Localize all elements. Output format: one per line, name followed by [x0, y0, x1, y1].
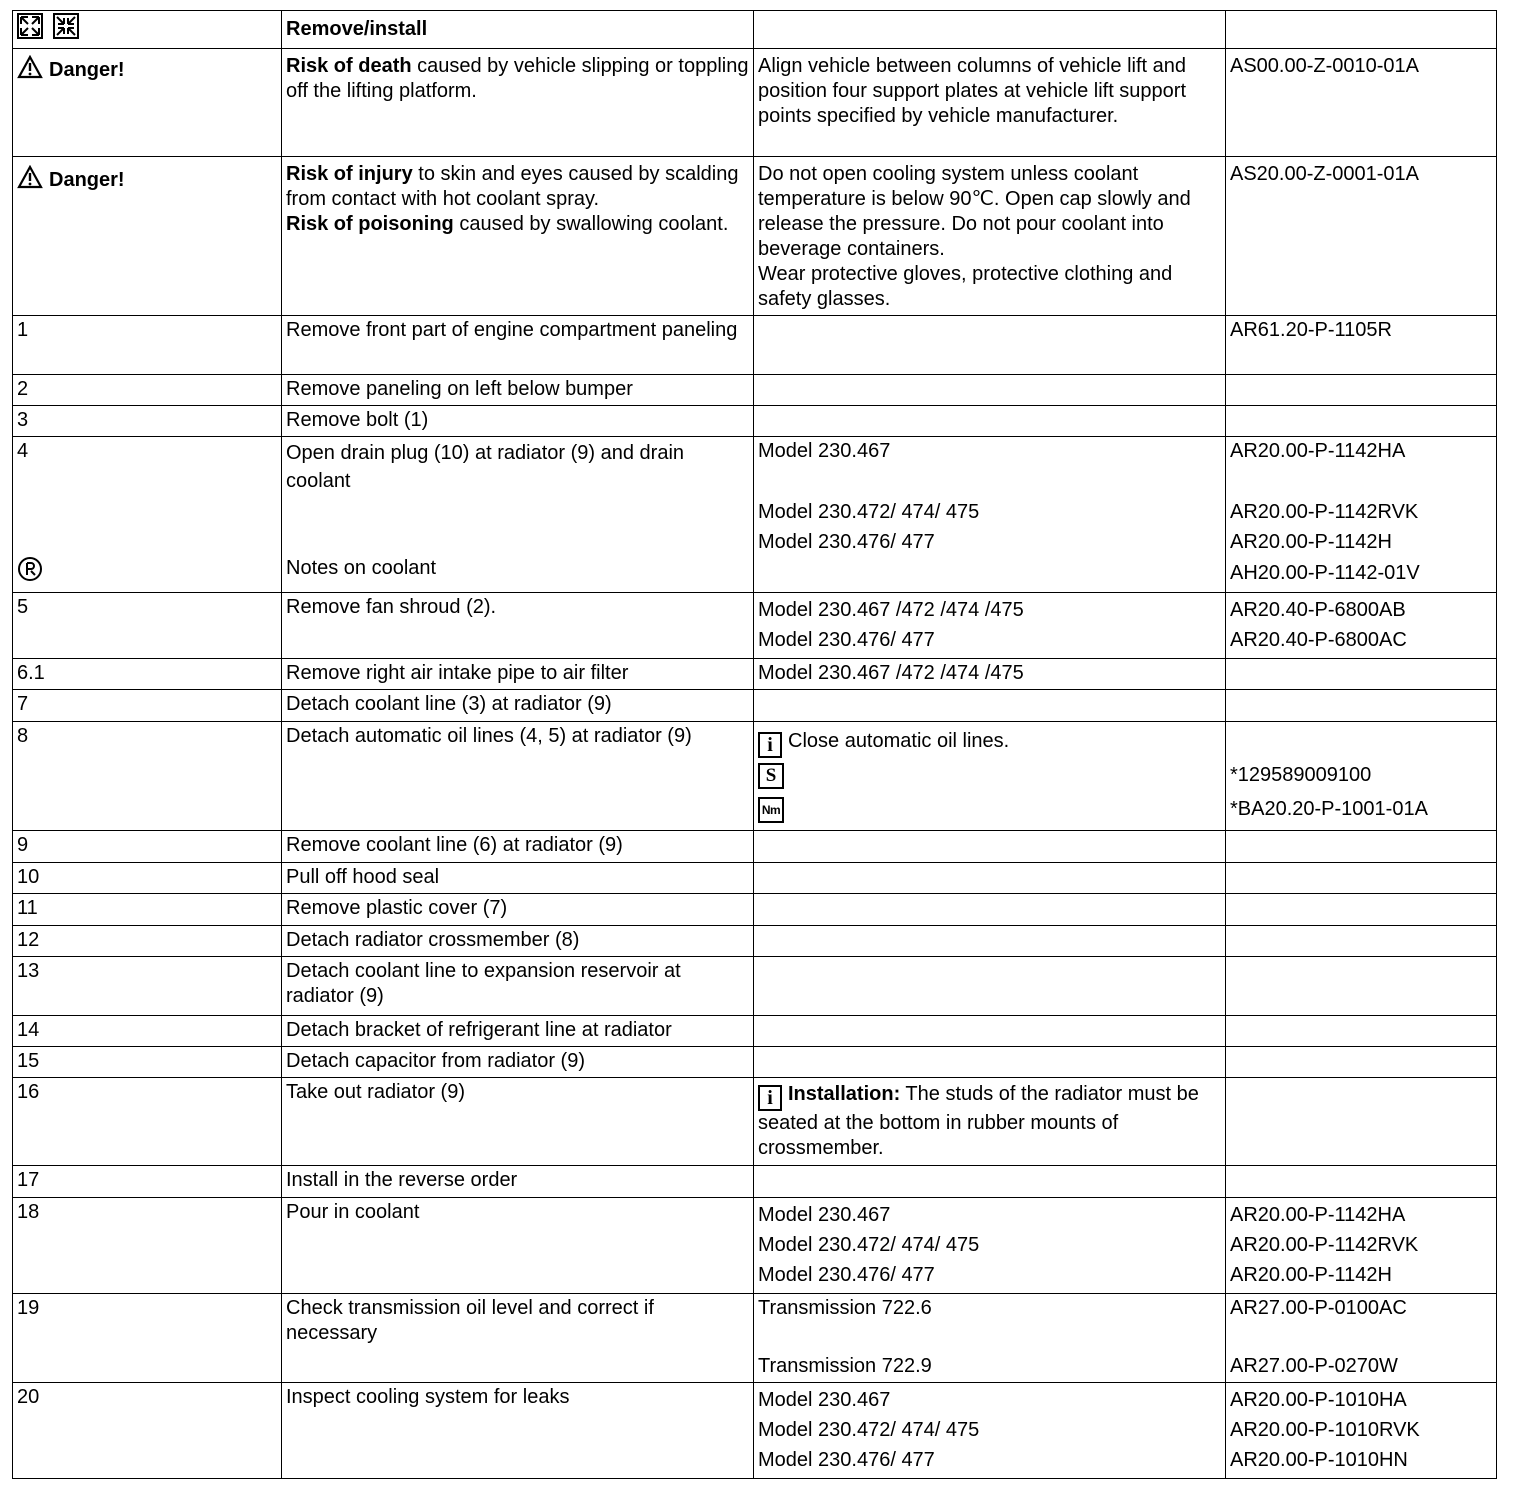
ref-link[interactable]: AR20.00-P-1010RVK [1230, 1419, 1420, 1441]
table-row [13, 1166, 1497, 1198]
model-text: Model 230.467 /472 /474 /475 [758, 599, 1024, 621]
ref-link[interactable]: AR20.00-P-1142HA [1230, 1204, 1406, 1226]
ref-link[interactable]: AR20.40-P-6800AB [1230, 599, 1406, 621]
page-title: Remove/install [282, 11, 754, 49]
expand-icon[interactable] [17, 13, 43, 39]
step-text: Detach bracket of refrigerant line at radiator [282, 1016, 754, 1047]
risk-cell [282, 157, 754, 316]
step-text: Remove front part of engine compartment paneling [282, 316, 754, 375]
ref-link[interactable]: AR20.40-P-6800AC [1230, 629, 1407, 651]
model-text: Model 230.476/ 477 [758, 531, 935, 553]
step-text: Remove fan shroud (2). [282, 593, 754, 659]
model-text: Model 230.476/ 477 [758, 1264, 935, 1286]
note-icon[interactable] [17, 556, 277, 584]
ref-link[interactable]: AR20.00-P-1142RVK [1230, 501, 1419, 523]
step-text: Detach automatic oil lines (4, 5) at radiator (9) [282, 722, 754, 831]
table-row [13, 593, 1497, 659]
danger-row [13, 157, 1497, 316]
step-number: 6.1 [13, 659, 282, 690]
step-number: 20 [13, 1383, 282, 1479]
step-text: Remove coolant line (6) at radiator (9) [282, 831, 754, 863]
step-number: 13 [13, 957, 282, 1016]
collapse-icon[interactable] [53, 13, 79, 39]
procedure-table [12, 10, 1497, 1479]
step-number: 8 [13, 722, 282, 831]
step-text: Inspect cooling system for leaks [282, 1383, 754, 1479]
step-text: Open drain plug (10) at radiator (9) and drain coolant [286, 442, 685, 492]
model-text: Model 230.467 /472 /474 /475 [754, 659, 1226, 690]
step-text: Remove plastic cover (7) [282, 894, 754, 926]
step-number: 1 [13, 316, 282, 375]
table-row [13, 957, 1497, 1016]
table-row [13, 1047, 1497, 1078]
ref-link[interactable]: AR20.00-P-1010HA [1230, 1389, 1407, 1411]
measure-text: Do not open cooling system unless coolant temperature is below 90℃. Open cap slowly and release the pressure. Do not pour coolant into beverage containers. [758, 163, 1191, 260]
step-text: Check transmission oil level and correct if necessary [282, 1294, 754, 1383]
step-number: 12 [13, 926, 282, 957]
step-number: 4 [17, 440, 29, 462]
torque-ref-link[interactable]: *BA20.20-P-1001-01A [1230, 798, 1428, 820]
risk-text: caused by vehicle slipping or toppling off the lifting platform. [286, 55, 749, 102]
table-row [13, 1383, 1497, 1479]
model-text: Model 230.467 [758, 1204, 891, 1226]
install-text: The studs of the radiator must be seated at the bottom in rubber mounts of crossmember. [758, 1083, 1199, 1159]
step-number: 15 [13, 1047, 282, 1078]
step-number: 5 [13, 593, 282, 659]
table-row [13, 437, 1497, 593]
tool-ref-link[interactable]: *129589009100 [1230, 764, 1372, 786]
step-text: Remove right air intake pipe to air filter [282, 659, 754, 690]
step-number: 9 [13, 831, 282, 863]
danger-label-cell [13, 157, 282, 316]
step-text: Take out radiator (9) [282, 1078, 754, 1166]
note-link[interactable]: Notes on coolant [286, 557, 437, 579]
danger-label-cell [13, 49, 282, 157]
table-row [13, 375, 1497, 406]
model-text: Transmission 722.6 [758, 1297, 932, 1319]
table-row [13, 406, 1497, 437]
ref-link[interactable]: AH20.00-P-1142-01V [1230, 562, 1420, 584]
step-text: Install in the reverse order [282, 1166, 754, 1198]
step-number: 11 [13, 894, 282, 926]
model-text: Model 230.476/ 477 [758, 1449, 935, 1471]
ref-link[interactable]: AR20.00-P-1142H [1230, 1264, 1392, 1286]
header-icons-cell [13, 11, 282, 49]
step-text: Detach radiator crossmember (8) [282, 926, 754, 957]
table-header-row [13, 11, 1497, 49]
step-text: Detach capacitor from radiator (9) [282, 1047, 754, 1078]
model-text: Model 230.476/ 477 [758, 629, 935, 651]
model-text: Model 230.467 [758, 1389, 891, 1411]
step-number: 19 [13, 1294, 282, 1383]
measure-cell [754, 157, 1226, 316]
risk-text: caused by swallowing coolant. [453, 213, 729, 235]
step-number: 7 [13, 690, 282, 722]
ref-link[interactable]: AR20.00-P-1010HN [1230, 1449, 1408, 1471]
step-text: Pull off hood seal [282, 863, 754, 894]
step-text: Detach coolant line (3) at radiator (9) [282, 690, 754, 722]
table-row [13, 722, 1497, 831]
special-tool-icon[interactable]: S [758, 763, 784, 789]
model-text: Transmission 722.9 [758, 1355, 932, 1377]
ref-link[interactable]: AR20.00-P-1142H [1230, 531, 1392, 553]
ref-link[interactable]: AR20.00-P-1142HA [1230, 440, 1406, 462]
measure-text: Wear protective gloves, protective clothing and safety glasses. [758, 263, 1173, 310]
table-row [13, 1294, 1497, 1383]
ref-link[interactable]: AR61.20-P-1105R [1226, 316, 1497, 375]
table-row [13, 659, 1497, 690]
ref-link[interactable]: AS20.00-Z-0001-01A [1226, 157, 1497, 316]
warning-triangle-icon [17, 55, 43, 79]
risk-text: to skin and eyes caused by scalding from contact with hot coolant spray. [286, 163, 739, 210]
info-icon[interactable]: i [758, 1085, 782, 1111]
step-text: Remove paneling on left below bumper [282, 375, 754, 406]
warning-triangle-icon [17, 165, 43, 189]
model-text: Model 230.472/ 474/ 475 [758, 1419, 980, 1441]
ref-link[interactable]: AR27.00-P-0100AC [1230, 1297, 1407, 1319]
step-text: Remove bolt (1) [282, 406, 754, 437]
table-row [13, 831, 1497, 863]
step-number: 14 [13, 1016, 282, 1047]
risk-title: Risk of death [286, 55, 412, 77]
table-row [13, 690, 1497, 722]
table-row [13, 926, 1497, 957]
ref-link[interactable]: AS00.00-Z-0010-01A [1226, 49, 1497, 157]
info-text: Close automatic oil lines. [788, 730, 1010, 752]
step-number: 10 [13, 863, 282, 894]
step-text: Pour in coolant [282, 1198, 754, 1294]
table-row [13, 1198, 1497, 1294]
info-icon[interactable]: i [758, 732, 782, 758]
step-number: 2 [13, 375, 282, 406]
danger-label: Danger! [49, 169, 125, 191]
model-text: Model 230.467 [758, 440, 891, 462]
step-number: 18 [13, 1198, 282, 1294]
model-text: Model 230.472/ 474/ 475 [758, 501, 980, 523]
danger-row [13, 49, 1497, 157]
ref-link[interactable]: AR20.00-P-1142RVK [1230, 1234, 1419, 1256]
step-number: 17 [13, 1166, 282, 1198]
measure-cell: Align vehicle between columns of vehicle lift and position four support plates at vehicle lift support points specified by vehicle manufacturer. [754, 49, 1226, 157]
table-row [13, 894, 1497, 926]
danger-label: Danger! [49, 59, 125, 81]
table-row [13, 316, 1497, 375]
risk-title: Risk of poisoning [286, 213, 454, 235]
risk-title: Risk of injury [286, 163, 413, 185]
table-row [13, 1016, 1497, 1047]
torque-nm-icon[interactable]: Nm [758, 797, 784, 823]
step-number: 3 [13, 406, 282, 437]
ref-link[interactable]: AR27.00-P-0270W [1230, 1355, 1398, 1377]
model-text: Model 230.472/ 474/ 475 [758, 1234, 980, 1256]
step-number: 16 [13, 1078, 282, 1166]
table-row [13, 863, 1497, 894]
risk-cell [282, 49, 754, 157]
step-text: Detach coolant line to expansion reservoir at radiator (9) [282, 957, 754, 1016]
install-label: Installation: [788, 1083, 901, 1105]
table-row [13, 1078, 1497, 1166]
